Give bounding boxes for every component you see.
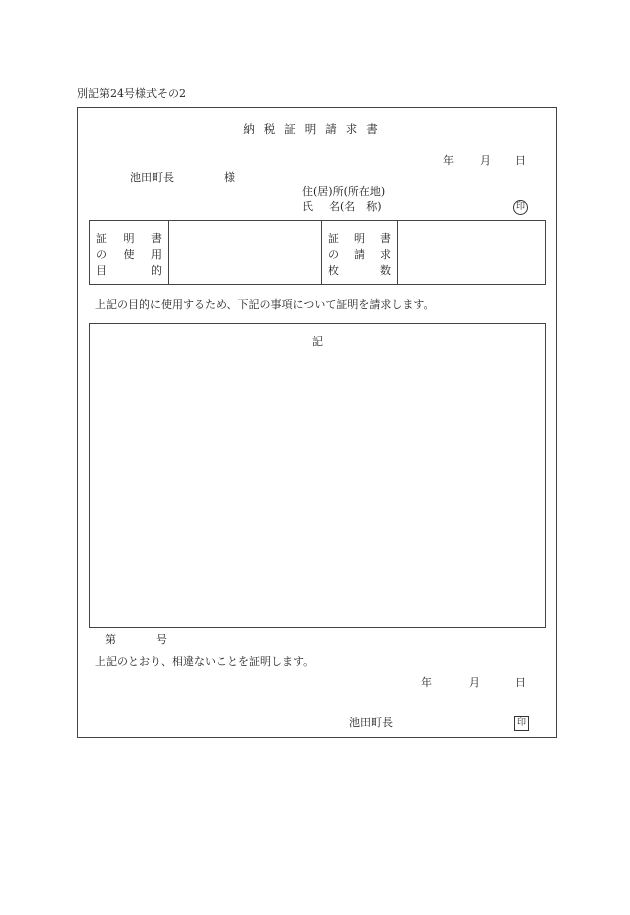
applicant-seal-icon bbox=[513, 200, 528, 215]
count-value-cell[interactable] bbox=[398, 221, 546, 285]
use-label-line-1: 証 明 書 bbox=[96, 232, 162, 245]
form-title: 納税証明請求書 bbox=[243, 122, 387, 136]
cert-number-label-1: 第 bbox=[105, 633, 116, 646]
use-label-line-2: の 使 用 bbox=[96, 248, 162, 261]
applicant-seal: 印 bbox=[513, 200, 528, 215]
request-date-day: 日 bbox=[515, 154, 526, 167]
cert-statement: 上記のとおり、相違ないことを証明します。 bbox=[95, 655, 315, 668]
issuer-name: 池田町長 bbox=[349, 716, 393, 729]
name-label-left: 氏 bbox=[302, 200, 313, 213]
honorific: 様 bbox=[224, 171, 235, 184]
request-date-year: 年 bbox=[443, 154, 454, 167]
cert-date-day: 日 bbox=[515, 676, 526, 689]
issuer-seal-icon bbox=[514, 716, 529, 731]
request-date-month: 月 bbox=[480, 154, 491, 167]
count-label-line-2: の 請 求 bbox=[328, 248, 391, 261]
address-label: 住(居)所(所在地) bbox=[302, 185, 386, 198]
count-label-line-3: 枚 数 bbox=[328, 264, 391, 277]
cert-date-month: 月 bbox=[469, 676, 480, 689]
purpose-table bbox=[89, 220, 546, 285]
form-number: 別記第24号様式その2 bbox=[77, 87, 186, 100]
ki-heading: 記 bbox=[312, 335, 323, 348]
count-label-line-1: 証 明 書 bbox=[328, 232, 391, 245]
use-label-cell bbox=[90, 221, 169, 285]
issuer-seal: 印 bbox=[514, 716, 529, 731]
details-box[interactable] bbox=[89, 323, 546, 628]
use-value-cell[interactable] bbox=[169, 221, 322, 285]
addressee: 池田町長 bbox=[130, 171, 174, 184]
request-statement: 上記の目的に使用するため、下記の事項について証明を請求します。 bbox=[95, 298, 435, 311]
count-label-cell bbox=[322, 221, 398, 285]
use-label-line-3: 目 的 bbox=[96, 264, 162, 277]
cert-date-year: 年 bbox=[421, 676, 432, 689]
name-label-right: 名(名 称) bbox=[329, 200, 382, 213]
cert-number-label-2: 号 bbox=[156, 633, 167, 646]
